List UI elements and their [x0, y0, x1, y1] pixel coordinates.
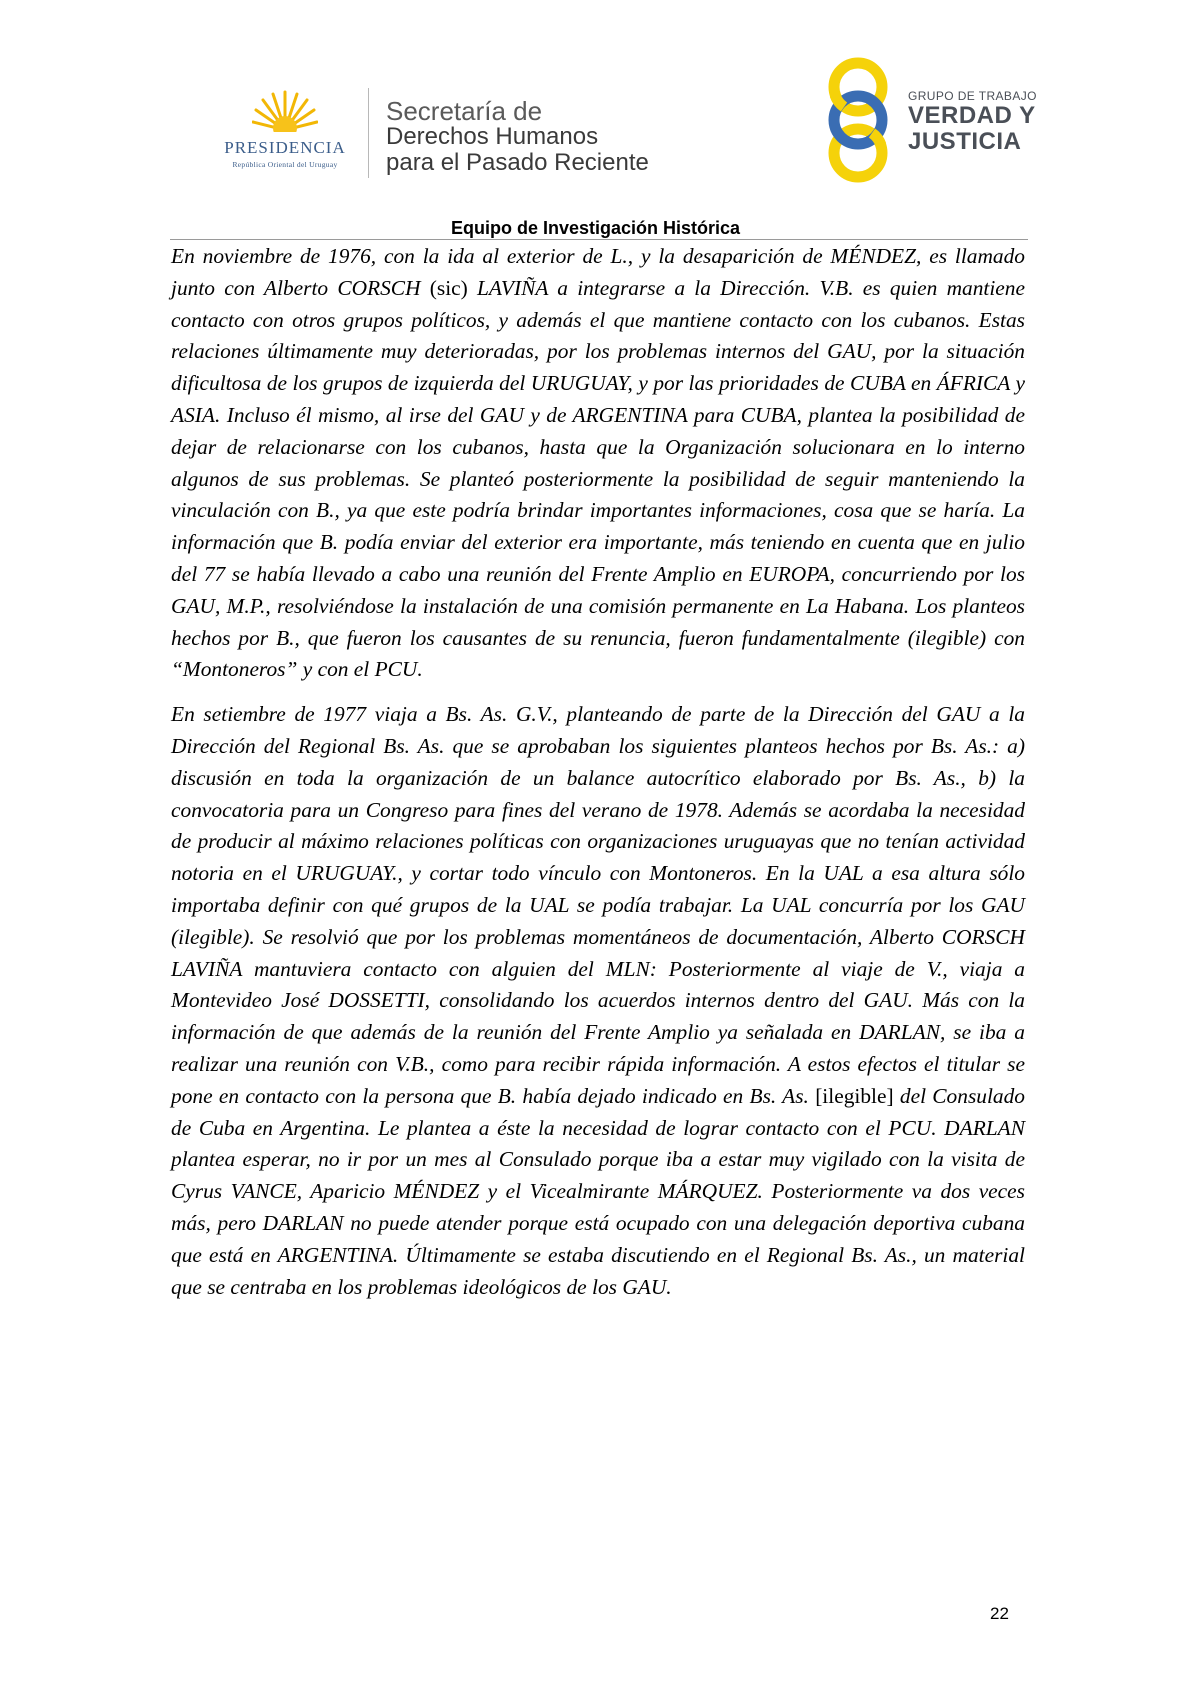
secretaria-line3: para el Pasado Reciente [386, 149, 649, 176]
presidencia-logo [210, 88, 360, 178]
paragraph-2-part-a: En setiembre de 1977 viaja a Bs. As. G.V., planteando de parte de la Dirección del GAU a la Dirección del Regional Bs. As. que se aprobaban los siguientes planteos hechos por Bs. As.: a) discusión en toda la organización de un balance autocrítico elaborado por Bs. As., b) la convocatoria para un Congreso para fines del verano de 1978. Además se acordaba la necesidad de producir al máximo relaciones políticas con organizaciones uruguayas que no tenían actividad notoria en el URUGUAY., y cortar todo vínculo con Montoneros. En la UAL a esa altura sólo importaba definir con qué grupos de la UAL se podía trabajar. La UAL concurría por los GAU (ilegible). Se resolvió que por los problemas momentáneos de documentación, Alberto CORSCH LAVIÑA mantuviera contacto con alguien del MLN: Posteriormente al viaje de V., viaja a Montevideo José DOSSETTI, consolidando los acuerdos internos dentro del GAU. Más con la información de que además de la reunión del Frente Amplio ya señalada en DARLAN, se iba a realizar una reunión con V.B., como para recibir rápida información. A estos efectos el titular se pone en contacto con la persona que B. había dejado indicado en Bs. As. [171, 702, 1025, 1108]
paragraph-2-part-c: del Consulado de Cuba en Argentina. Le plantea a éste la necesidad de lograr contacto con el PCU. DARLAN plantea esperar, no ir por un mes al Consulado porque iba a estar muy vigilado con la visita de Cyrus VANCE, Aparicio MÉNDEZ y el Vicealmirante MÁRQUEZ. Posteriormente va dos veces más, pero DARLAN no puede atender porque está ocupado con una delegación deportiva cubana que está en ARGENTINA. Últimamente se estaba discutiendo en el Regional Bs. As., un material que se centraba en los problemas ideológicos de los GAU. [171, 1083, 1025, 1299]
interlocked-rings-icon [818, 55, 908, 185]
presidencia-subtitle: República Oriental del Uruguay [232, 160, 338, 169]
paragraph-2 [171, 699, 1025, 1303]
verdad-justicia-logo [818, 55, 1058, 185]
verdad-justicia-text [908, 89, 1037, 155]
sic-note: (sic) [429, 275, 468, 300]
header-rule [170, 239, 1028, 240]
document-body [171, 241, 1025, 1303]
paragraph-1-part-a: En noviembre de 1976, con la ida al exterior de L., y la desaparición de MÉNDEZ, es llamado junto con Alberto CORSCH [171, 244, 1025, 300]
presidencia-name: PRESIDENCIA [224, 138, 346, 157]
paragraph-1 [171, 241, 1025, 686]
illegible-note: [ilegible] [815, 1083, 894, 1108]
paragraph-1-part-c: LAVIÑA a integrarse a la Dirección. V.B. es quien mantiene contacto con otros grupos políticos, y además el que mantiene contacto con los cubanos. Estas relaciones últimamente muy deterioradas, por los problemas internos del GAU, por la situación dificultosa de los grupos de izquierda del URUGUAY, y por las prioridades de CUBA en ÁFRICA y ASIA. Incluso él mismo, al irse del GAU y de ARGENTINA para CUBA, plantea la posibilidad de dejar de relacionarse con los cubanos, hasta que la Organización solucionara en lo interno algunos de sus problemas. Se planteó posteriormente la posibilidad de seguir manteniendo la vinculación con B., ya que este podría brindar importantes informaciones, cosa que se haría. La información que B. podía enviar del exterior era importante, más teniendo en cuenta que en julio del 77 se había llevado a cabo una reunión del Frente Amplio en EUROPA, concurriendo por los GAU, M.P., resolviéndose la instalación de una comisión permanente en La Habana. Los planteos hechos por B., que fueron los causantes de su renuncia, fueron fundamentalmente (ilegible) con “Montoneros” y con el PCU. [171, 275, 1025, 682]
secretaria-line2: Derechos Humanos [386, 123, 599, 150]
sun-emblem-icon [252, 88, 318, 138]
header-divider [368, 88, 369, 178]
secretaria-line1: Secretaría de [386, 96, 543, 126]
grupo-line2: VERDAD Y [908, 102, 1036, 129]
grupo-line1: GRUPO DE TRABAJO [908, 89, 1037, 103]
page-number: 22 [990, 1604, 1009, 1623]
secretaria-logo-text [386, 98, 649, 176]
team-title: Equipo de Investigación Histórica [450, 218, 741, 238]
grupo-line3: JUSTICIA [908, 128, 1022, 155]
